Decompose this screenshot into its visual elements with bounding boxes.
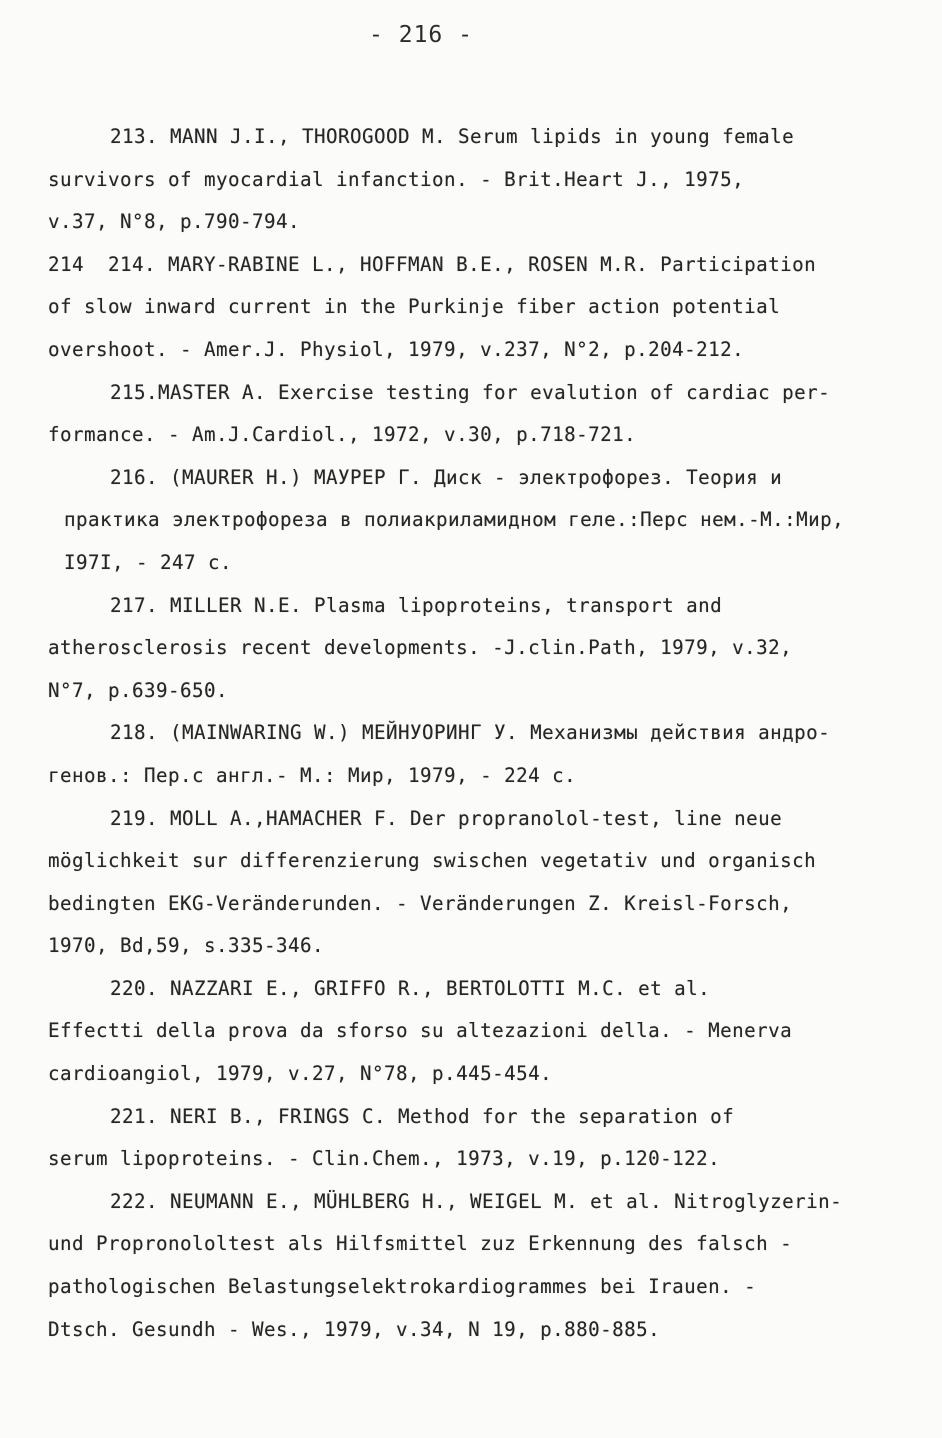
- reference-line: N°7, p.639-650.: [48, 678, 229, 702]
- reference-line: 218. (MAINWARING W.) МЕЙНУОРИНГ У. Механизмы действия андро-: [110, 721, 831, 745]
- reference-line: cardioangiol, 1979, v.27, N°78, p.445-454.: [48, 1062, 553, 1086]
- reference-line: bedingten EKG-Veränderunden. - Veränderungen Z. Kreisl-Forsch,: [48, 891, 793, 915]
- reference-217: [48, 585, 896, 713]
- reference-215: [48, 372, 896, 457]
- reference-line: 1970, Bd,59, s.335-346.: [48, 934, 325, 958]
- reference-214: [48, 244, 896, 372]
- reference-216: [48, 457, 896, 585]
- reference-line: und Propronololtest als Hilfsmittel zuz Erkennung des falsch -: [48, 1232, 793, 1256]
- reference-line: 221. NERI B., FRINGS C. Method for the separation of: [110, 1104, 735, 1128]
- reference-line: serum lipoproteins. - Clin.Chem., 1973, v.19, p.120-122.: [48, 1147, 721, 1171]
- reference-221: [48, 1096, 896, 1181]
- reference-line: of slow inward current in the Purkinje fiber action potential: [48, 295, 781, 319]
- reference-line: atherosclerosis recent developments. -J.clin.Path, 1979, v.32,: [48, 636, 793, 660]
- reference-line: 217. MILLER N.E. Plasma lipoproteins, transport and: [110, 593, 723, 617]
- page-number: - 216 -: [369, 22, 473, 48]
- reference-line: pathologischen Belastungselektrokardiogrammes bei Irauen. -: [48, 1275, 757, 1299]
- reference-line: генов.: Пер.с англ.- М.: Мир, 1979, - 224 с.: [48, 763, 577, 787]
- reference-line: 214 214. MARY-RABINE L., HOFFMAN B.E., ROSEN M.R. Participation: [48, 252, 817, 276]
- reference-line: formance. - Am.J.Cardiol., 1972, v.30, p.718-721.: [48, 423, 637, 447]
- reference-218: [48, 712, 896, 797]
- reference-219: [48, 798, 896, 968]
- reference-line: 222. NEUMANN E., MÜHLBERG H., WEIGEL M. et al. Nitroglyzerin-: [110, 1189, 843, 1213]
- reference-213: [48, 116, 896, 244]
- reference-line: survivors of myocardial infanction. - Brit.Heart J., 1975,: [48, 167, 745, 191]
- reference-line: möglichkeit sur differenzierung swischen vegetativ und organisch: [48, 849, 817, 873]
- reference-line: Dtsch. Gesundh - Wes., 1979, v.34, N 19, p.880-885.: [48, 1317, 661, 1341]
- reference-line: 215.MASTER A. Exercise testing for evalution of cardiac per-: [110, 380, 831, 404]
- reference-line: I97I, - 247 с.: [64, 550, 233, 574]
- reference-line: 216. (MAURER H.) МАУРЕР Г. Диск - электрофорез. Теория и: [110, 465, 783, 489]
- reference-line: v.37, N°8, p.790-794.: [48, 210, 301, 234]
- reference-list: [48, 116, 896, 1351]
- reference-line: overshoot. - Amer.J. Physiol, 1979, v.237, N°2, p.204-212.: [48, 337, 745, 361]
- reference-line: Effectti della prova da sforso su altezazioni della. - Menerva: [48, 1019, 793, 1043]
- reference-line: практика электрофореза в полиакриламидном геле.:Перс нем.-М.:Мир,: [64, 508, 845, 532]
- reference-line: 220. NAZZARI E., GRIFFO R., BERTOLOTTI M.C. et al.: [110, 976, 711, 1000]
- reference-220: [48, 968, 896, 1096]
- reference-line: 219. MOLL A.,HAMACHER F. Der propranolol-test, line neue: [110, 806, 783, 830]
- reference-line: 213. MANN J.I., THOROGOOD M. Serum lipids in young female: [110, 125, 795, 148]
- reference-222: [48, 1181, 896, 1351]
